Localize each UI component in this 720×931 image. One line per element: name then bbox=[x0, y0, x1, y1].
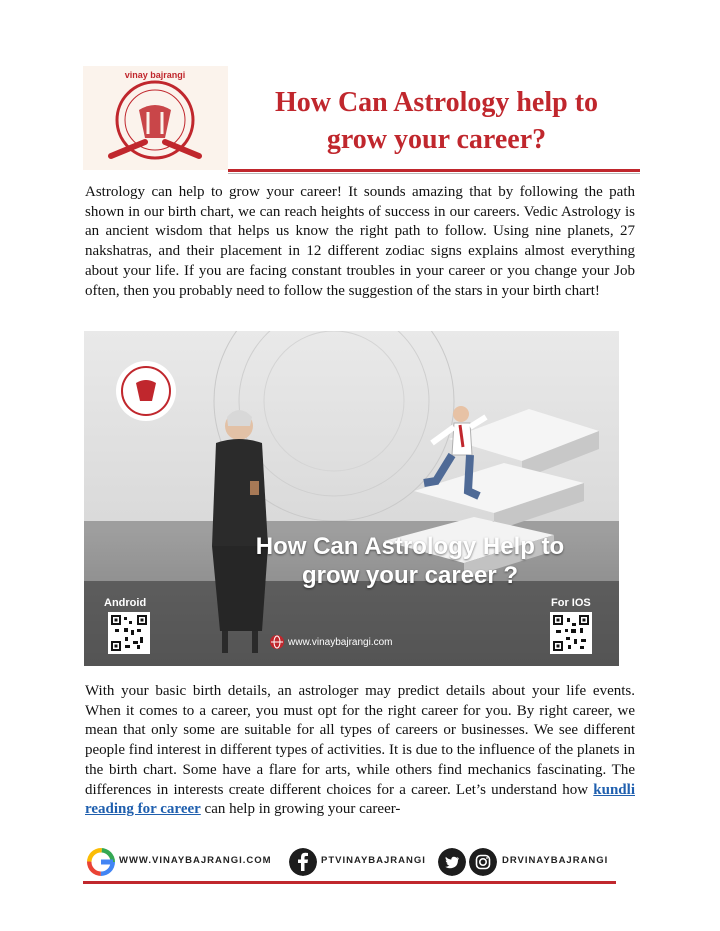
qr-code-icon bbox=[553, 615, 589, 651]
globe-icon bbox=[270, 635, 284, 649]
logo-text: vinay bajrangi bbox=[124, 70, 186, 80]
footer-facebook-handle[interactable]: PTVINAYBAJRANGI bbox=[321, 855, 426, 866]
intro-paragraph: Astrology can help to grow your career! It sounds amazing that by following the path shown in our birth chart, we can reach heights of success in our careers. Vedic Astrology is an ancient wisdom that helps us know the right path to follow. Using nine planets, 27 nakshatras, and their placement in 12 different zodiac signs explains almost everything about your life. If you are facing constant troubles in your career or you change your Job often, then you probably need to follow the suggestion of the stars in your birth chart! bbox=[85, 184, 635, 299]
banner-headline-line-1: How Can Astrology Help to bbox=[255, 533, 565, 560]
body-text-after-link: can help in growing your career- bbox=[200, 801, 401, 818]
qr-code-icon bbox=[111, 615, 147, 651]
footer-accent-bar bbox=[83, 881, 616, 884]
banner-illustration bbox=[84, 331, 619, 666]
google-icon bbox=[87, 848, 115, 876]
body-paragraph bbox=[85, 682, 635, 820]
title-divider-shadow bbox=[228, 173, 640, 174]
twitter-icon[interactable] bbox=[438, 848, 466, 876]
ios-label: For IOS bbox=[551, 597, 591, 609]
facebook-icon[interactable] bbox=[289, 848, 317, 876]
banner-headline bbox=[200, 532, 619, 590]
body-text-before-link: With your basic birth details, an astrologer may predict details about your life events. When it comes to a career, you must opt for the right career for you. By right career, we mean that only some are suitable for all types of careers or businesses. We see different people find interest in different types of activities. It is due to the influence of the planets in the birth chart. Some have a flare for arts, while others find mechanics fascinating. The differences in interests create different choices for a career. Let’s understand how bbox=[85, 683, 635, 798]
footer-contact-bar bbox=[83, 842, 616, 884]
footer-social-handle[interactable]: DRVINAYBAJRANGI bbox=[502, 855, 609, 866]
document-header bbox=[83, 66, 640, 174]
title-line-1: How Can Astrology help to bbox=[274, 87, 599, 118]
career-banner-image bbox=[84, 331, 619, 666]
page-title bbox=[233, 84, 640, 158]
android-qr-code bbox=[108, 612, 150, 654]
footer-website[interactable]: WWW.VINAYBAJRANGI.COM bbox=[119, 855, 272, 866]
kundli-reading-link[interactable]: kundli reading for career bbox=[85, 781, 635, 818]
instagram-icon[interactable] bbox=[469, 848, 497, 876]
vinay-bajrangi-logo bbox=[83, 66, 228, 170]
banner-headline-line-2: grow your career ? bbox=[301, 562, 519, 589]
title-divider bbox=[228, 169, 640, 172]
banner-website: www.vinaybajrangi.com bbox=[288, 637, 393, 648]
title-line-2: grow your career? bbox=[326, 124, 547, 155]
ios-qr-code bbox=[550, 612, 592, 654]
logo-emblem-icon bbox=[101, 72, 209, 164]
android-label: Android bbox=[104, 597, 147, 609]
